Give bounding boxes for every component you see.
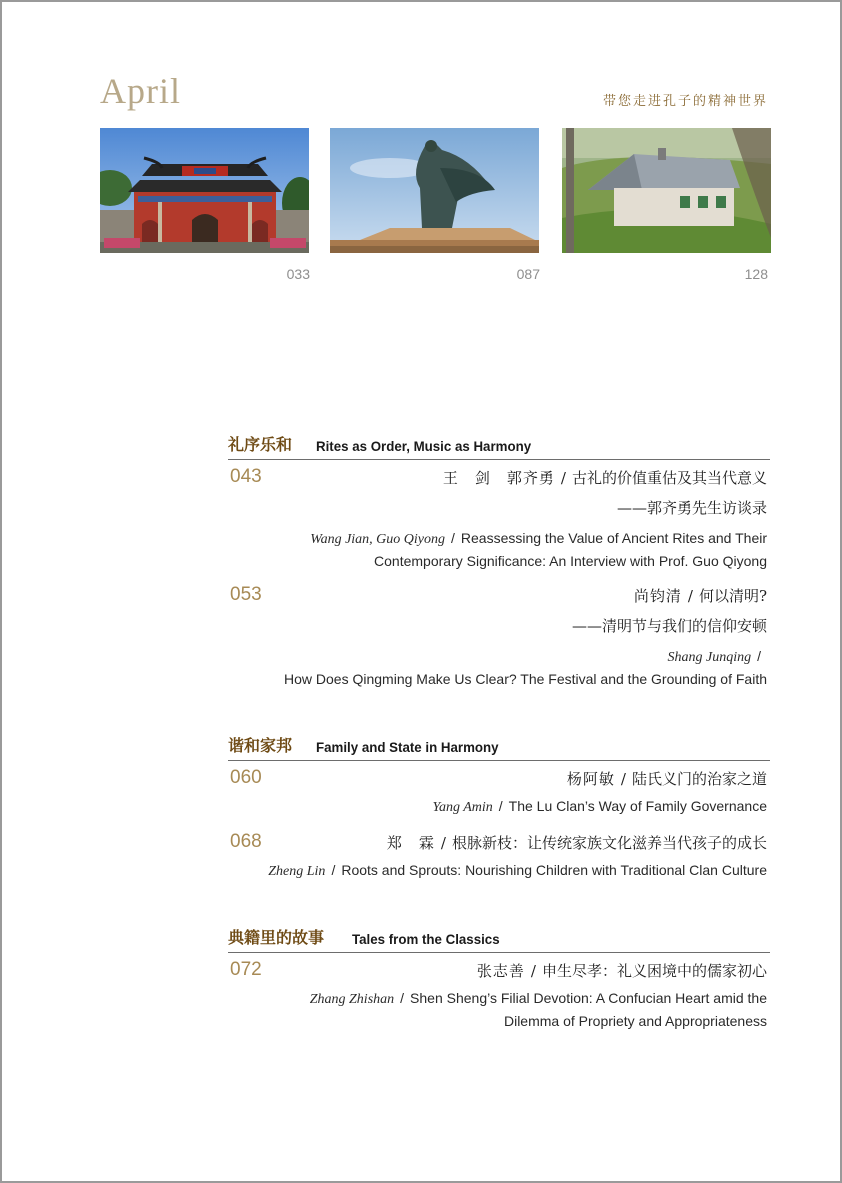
section-title-en: Tales from the Classics xyxy=(352,931,500,947)
article-title-en: How Does Qingming Make Us Clear? The Festival and the Grounding of Faith xyxy=(284,671,767,687)
title-cn: 陆氏义门的治家之道 xyxy=(631,770,767,788)
author-cn: 尚钧清 xyxy=(633,587,682,605)
separator: / xyxy=(687,587,693,605)
section-header xyxy=(228,925,770,953)
section-title-en: Family and State in Harmony xyxy=(316,739,499,755)
section-header xyxy=(228,733,770,761)
article-page-number[interactable]: 072 xyxy=(230,959,262,980)
title-cn: 古礼的价值重估及其当代意义 xyxy=(571,469,767,487)
separator: / xyxy=(530,962,536,980)
separator: / xyxy=(498,798,503,814)
article-title-cn[interactable] xyxy=(634,585,767,606)
article-title-en-cont: Dilemma of Propriety and Appropriateness xyxy=(503,1013,767,1029)
author-cn: 张志善 xyxy=(476,962,525,980)
separator: / xyxy=(757,648,761,664)
separator: / xyxy=(400,990,405,1006)
article-title-cn[interactable] xyxy=(477,960,767,981)
article-author-en xyxy=(668,648,768,666)
title-cn: 申生尽孝：礼义困境中的儒家初心 xyxy=(541,962,767,980)
title-en: Shen Sheng’s Filial Devotion: A Confucian Heart amid the xyxy=(410,990,767,1006)
photo-page-number: 087 xyxy=(516,266,540,282)
separator: / xyxy=(451,530,455,546)
section-title-cn: 谐和家邦 xyxy=(228,736,293,755)
separator: / xyxy=(620,770,626,788)
separator: / xyxy=(560,469,566,487)
section-title-cn: 礼序乐和 xyxy=(228,435,293,454)
title-en: Roots and Sprouts: Nourishing Children with Traditional Clan Culture xyxy=(341,862,767,878)
article-title-en xyxy=(310,990,767,1008)
author-cn: 杨阿敏 xyxy=(566,770,615,788)
author-en: Zhang Zhishan xyxy=(309,992,395,1007)
article-page-number[interactable]: 043 xyxy=(230,466,262,487)
section-title-cn: 典籍里的故事 xyxy=(228,928,325,947)
author-en: Wang Jian, Guo Qiyong xyxy=(310,532,445,547)
photo-page-number: 033 xyxy=(286,266,310,282)
photo-house[interactable] xyxy=(562,128,771,253)
tagline: 带您走进孔子的精神世界 xyxy=(602,94,768,109)
title-cn: 何以清明? xyxy=(698,587,767,605)
author-en: Yang Amin xyxy=(432,800,493,815)
article-title-en xyxy=(268,862,767,880)
author-en: Shang Junqing xyxy=(667,650,752,665)
article-title-cn[interactable] xyxy=(387,832,767,853)
separator: / xyxy=(440,834,446,852)
article-title-cn[interactable] xyxy=(567,768,767,789)
section-header xyxy=(228,432,770,460)
article-title-en xyxy=(432,798,767,816)
article-title-en-cont: Contemporary Significance: An Interview with Prof. Guo Qiyong xyxy=(374,553,767,569)
article-title-en xyxy=(310,530,767,548)
photo-statue[interactable] xyxy=(330,128,539,253)
author-en: Zheng Lin xyxy=(268,864,326,879)
section-title-en: Rites as Order, Music as Harmony xyxy=(316,438,532,454)
article-subtitle-cn: ——郭齐勇先生访谈录 xyxy=(616,499,767,517)
separator: / xyxy=(331,862,336,878)
author-cn: 王 剑 郭齐勇 xyxy=(442,469,555,487)
article-page-number[interactable]: 068 xyxy=(230,831,262,852)
article-page-number[interactable]: 060 xyxy=(230,767,262,788)
title-en: The Lu Clan’s Way of Family Governance xyxy=(508,798,767,814)
title-en: Reassessing the Value of Ancient Rites and Their xyxy=(460,530,767,546)
article-title-cn[interactable] xyxy=(443,467,767,488)
article-page-number[interactable]: 053 xyxy=(230,584,262,605)
article-subtitle-cn: ——清明节与我们的信仰安顿 xyxy=(571,617,767,635)
photo-temple-gate[interactable] xyxy=(100,128,309,253)
photo-page-number: 128 xyxy=(744,266,768,282)
author-cn: 郑 霖 xyxy=(386,834,435,852)
title-cn: 根脉新枝：让传统家族文化滋养当代孩子的成长 xyxy=(451,834,767,852)
month-title: April xyxy=(100,71,181,111)
